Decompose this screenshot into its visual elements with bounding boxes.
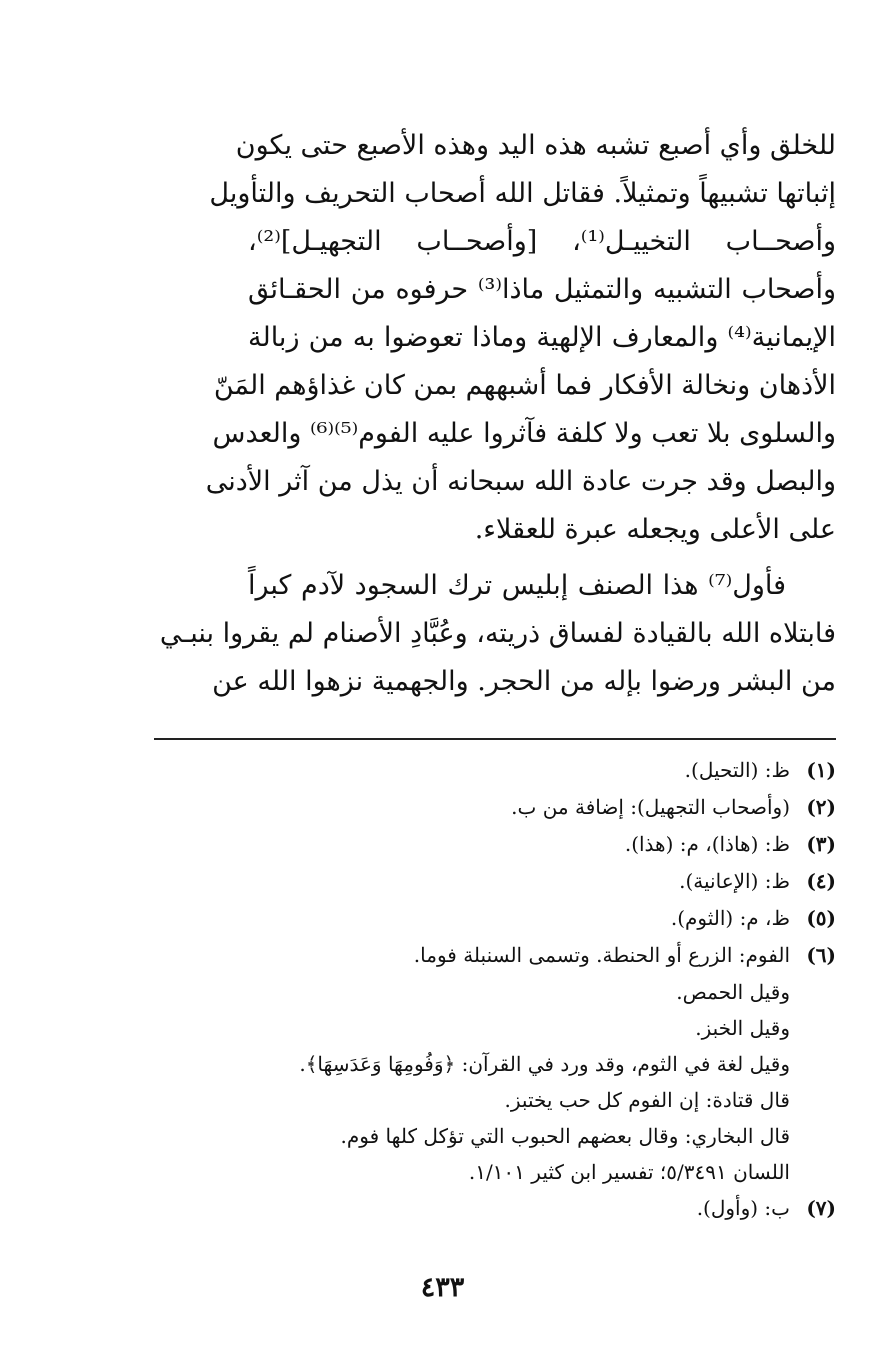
footnote-number: (٦)	[806, 943, 836, 967]
footnote-continuation: وقيل الحمص.	[676, 980, 790, 1004]
footnote-number: (٣)	[806, 832, 836, 856]
footnote-text: ب: (وأول).	[696, 1196, 790, 1220]
footnote-continuation: قال قتادة: إن الفوم كل حب يختبز.	[504, 1088, 790, 1112]
main-text	[159, 122, 837, 706]
footnote	[154, 826, 836, 863]
text-line: على الأعلى ويجعله عبرة للعقلاء.	[474, 514, 836, 545]
footnote-continuation: قال البخاري: وقال بعضهم الحبوب التي تؤكل كلها فوم.	[340, 1124, 790, 1148]
text-line: والبصل وقد جرت عادة الله سبحانه أن يذل من آثر الأدنى	[205, 466, 836, 497]
footnote-text: (وأصحاب التجهيل): إضافة من ب.	[511, 795, 790, 819]
text-line: للخلق وأي أصبع تشبه هذه اليد وهذه الأصبع حتى يكون	[235, 130, 836, 161]
footnote-divider	[154, 738, 836, 740]
footnote	[154, 1190, 836, 1227]
text-line: الإيمانية⁽⁴⁾ والمعارف الإلهية وماذا تعوضوا به من زبالة	[248, 322, 836, 353]
footnote-continuation: وقيل لغة في الثوم، وقد ورد في القرآن: ﴿وَفُومِهَا وَعَدَسِهَا﴾.	[299, 1052, 790, 1076]
text-line: إثباتها تشبيهاً وتمثيلاً. فقاتل الله أصحاب التحريف والتأويل	[209, 178, 836, 209]
footnote-number: (٢)	[806, 795, 836, 819]
text-line: فأول⁽⁷⁾ هذا الصنف إبليس ترك السجود لآدم كبراً	[248, 570, 786, 601]
footnote-number: (٤)	[806, 869, 836, 893]
footnote-text: ظ: (هاذا)، م: (هذا).	[624, 832, 790, 856]
paragraph-1	[205, 122, 837, 554]
footnote-text: الفوم: الزرع أو الحنطة. وتسمى السنبلة فوما.	[413, 943, 790, 967]
footnote	[154, 900, 836, 937]
footnote	[154, 863, 836, 900]
footnote-text: ظ: (التحيل).	[684, 758, 790, 782]
footnote-continuation: اللسان ٥/٣٤٩١؛ تفسير ابن كثير ١/١٠١.	[468, 1160, 790, 1184]
footnote	[154, 752, 836, 789]
footnote-number: (١)	[806, 758, 836, 782]
page-number: ٤٣٣	[420, 1272, 465, 1303]
footnote-number: (٧)	[806, 1196, 836, 1220]
footnote	[154, 789, 836, 826]
footnote-continuation: وقيل الخبز.	[695, 1016, 790, 1040]
paragraph-2	[159, 562, 836, 706]
footnote	[154, 937, 836, 974]
text-line: وأصحــاب التخييـل⁽¹⁾، [وأصحــاب التجهيـل]⁽²⁾،	[248, 226, 837, 257]
footnotes	[154, 752, 836, 1227]
text-line: فابتلاه الله بالقيادة لفساق ذريته، وعُبَّادِ الأصنام لم يقروا بنبـي	[159, 618, 836, 649]
text-line: من البشر ورضوا بإله من الحجر. والجهمية نزهوا الله عن	[212, 666, 836, 697]
text-line: وأصحاب التشبيه والتمثيل ماذا⁽³⁾ حرفوه من الحقـائق	[248, 274, 836, 305]
footnote-number: (٥)	[806, 906, 836, 930]
text-line: والسلوى بلا تعب ولا كلفة فآثروا عليه الفوم⁽⁵⁾⁽⁶⁾ والعدس	[212, 418, 836, 449]
footnote-text: ظ: (الإعانية).	[679, 869, 790, 893]
text-line: الأذهان ونخالة الأفكار فما أشبههم بمن كان غذاؤهم المَنّ	[213, 370, 836, 401]
footnote-text: ظ، م: (الثوم).	[670, 906, 790, 930]
